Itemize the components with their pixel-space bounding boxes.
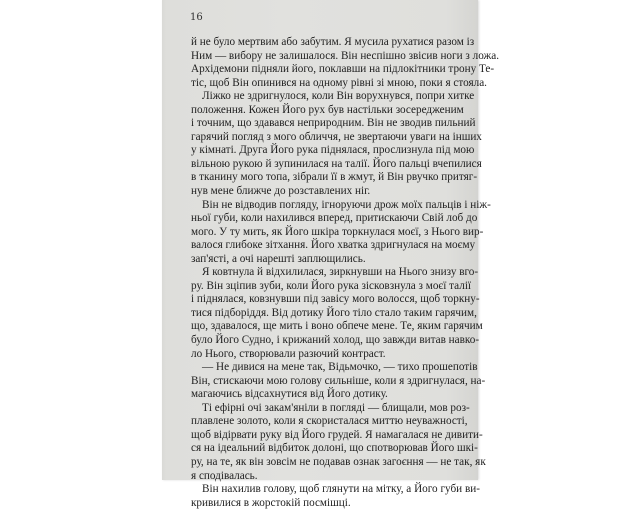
paragraph [191,36,500,90]
text-line: мого. У ту мить, як Його шкіра торкнулася моєї, з Нього вир- [191,225,484,238]
book-page [162,0,500,509]
text-line: було Його Судно, і крижаний холод, що завжди витав навко- [191,334,480,347]
text-line: Ті ефірні очі закам'яніли в погляді — блищали, мов роз- [202,401,470,414]
text-line: й не було мертвим або забутим. Я мусила рухатися разом із [191,36,475,48]
text-line: Він, стискаючи мою голову сильніше, коли я здригнулася, на- [191,374,486,387]
paragraph [191,361,486,402]
text-line: нув мене ближче до розставлених ніг. [191,185,371,198]
text-line: ру. Він зціпив зуби, коли Його рука зісковзнула з моєї талії [191,279,472,292]
text-line: — Не дивися на мене так, Відьмочко, — тихо прошепотів [202,361,478,374]
text-line: ло Нього, створювали разючий контраст. [191,347,386,360]
text-line: ру, на те, як він зовсім не подавав ознак загоєння — не так, як [191,455,486,468]
text-line: ся на ідеальний відбиток долоні, що спотворював Його шкі- [191,442,478,455]
text-line: я сподівалась. [191,469,258,482]
paragraph [191,198,491,267]
text-line: щоб відірвати руку від Його грудей. Я намагалася не дивити- [191,428,483,441]
paragraph [191,483,480,510]
paragraph [191,90,482,198]
paragraph [191,266,483,361]
text-line: гарячий погляд з мого обличчя, не звертаючи уваги на інших [191,130,482,143]
paragraph [191,401,486,483]
text-line: ньої губи, коли нахилився вперед, притискаючи Свій лоб до [191,212,478,225]
text-line: плавлене золото, коли я скористалася миттю неуважності, [191,415,468,428]
text-line: тися підборіддя. Від дотику Його тіло стало таким гарячим, [191,306,477,319]
text-line: вільною рукою й зупинилася на талії. Його пальці вчепилися [191,157,482,170]
text-line: Він не відводив погляду, ігноруючи дрож моїх пальців і ніж- [202,198,491,211]
text-line: магаючись відсахнутися від Його дотику. [191,388,388,401]
text-line: тіс, щоб Він опинився на одному рівні зі мною, поки я стояла. [191,76,487,89]
text-line: кривилися в жорстокій посмішці. [191,496,351,509]
page-number: 16 [190,12,203,23]
text-line: зап'ясті, а очі нарешті заплющились. [191,252,366,265]
text-line: положення. Кожен Його рух був настільки зосередженим [191,103,464,116]
text-line: Архідемони підняли його, поклавши на підлокітники трону Те- [191,63,495,76]
text-line: і точним, що здавався неприродним. Він не зводив пильний [191,117,476,130]
text-line: у кімнаті. Друга Його рука піднялася, прослизнула під мою [191,144,475,157]
text-line: Я ковтнула й відхилилася, зиркнувши на Нього знизу вго- [202,266,479,279]
page-body-text [191,36,500,510]
text-line: Ліжко не здригнулося, коли Він ворухнувся, попри хитке [202,90,475,103]
text-line: Ним — вибору не залишалося. Він неспішно звісив ноги з ложа. [191,49,500,62]
text-line: Він нахилив голову, щоб глянути на мітку, а Його губи ви- [202,483,480,496]
text-line: в тканину мого топа, зібрали її в жмут, й Він рвучко притяг- [191,171,478,184]
text-line: валося глибоке зітхання. Його хватка здригнулася на моєму [191,239,476,252]
text-line: що, здавалося, ще мить і воно обпече мене. Те, яким гарячим [191,320,483,333]
text-line: і піднялася, ковзнувши під завісу мого волосся, щоб торкну- [191,293,480,306]
